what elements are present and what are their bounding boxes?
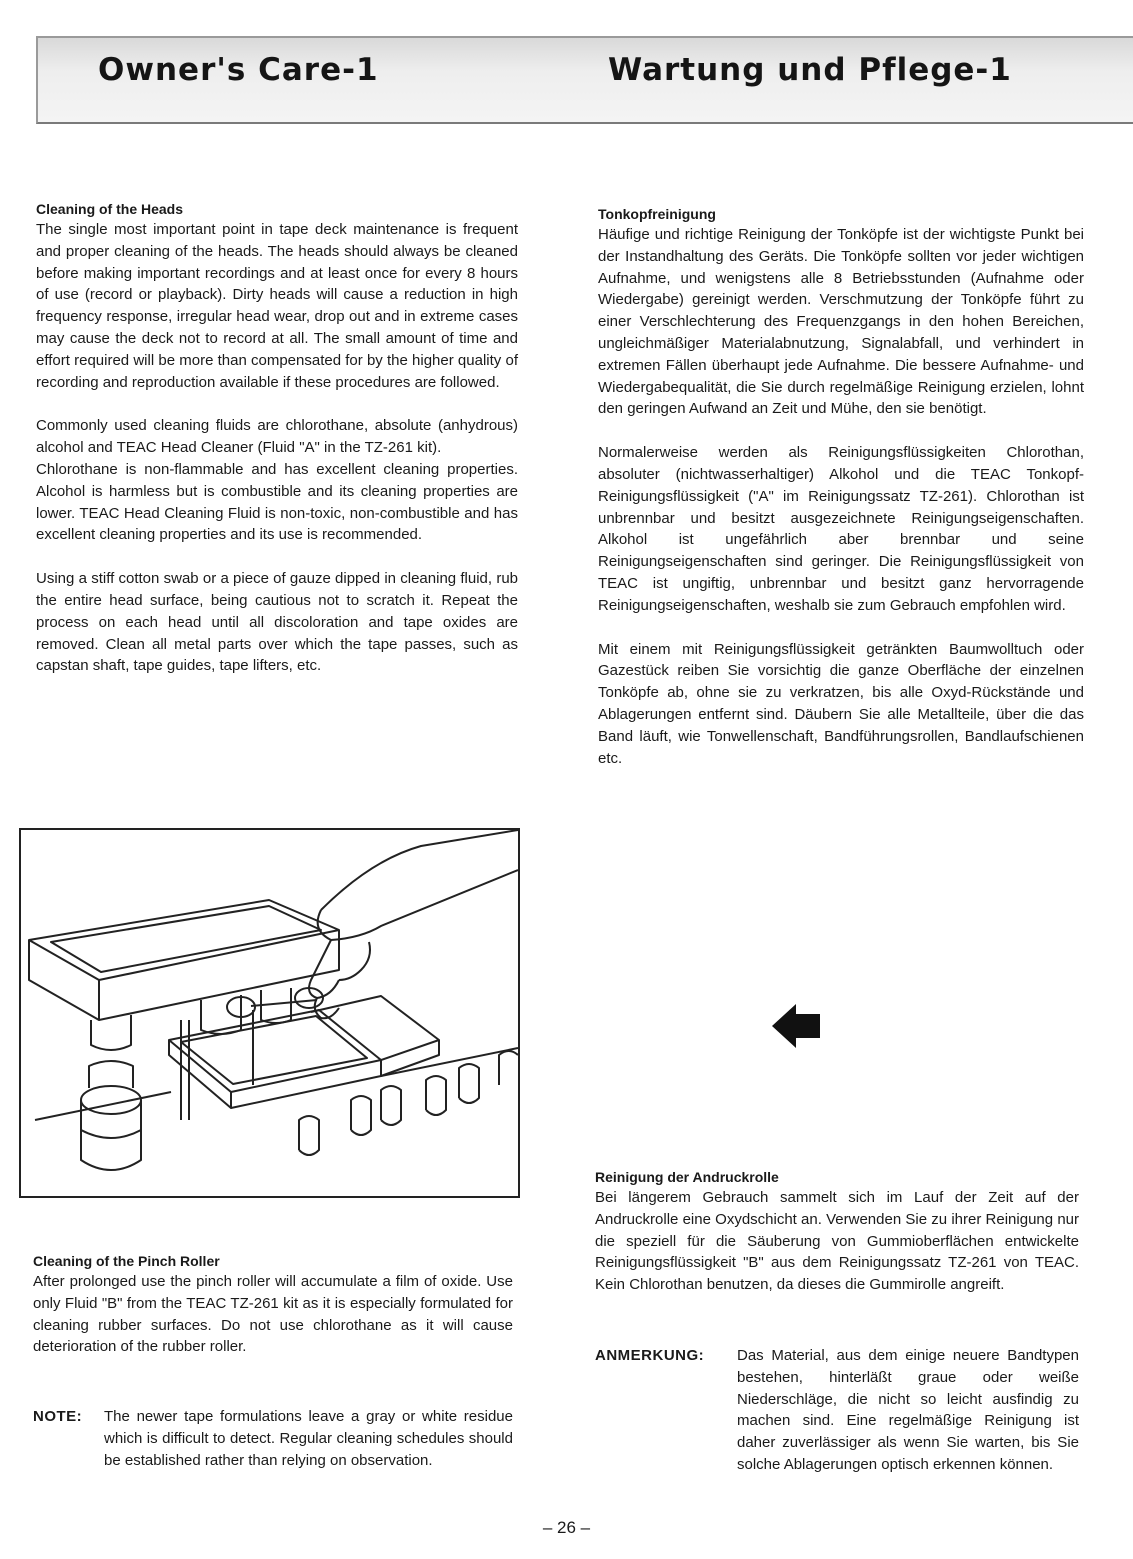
paragraph: The single most important point in tape deck maintenance is frequent and proper cleaning of the heads. The heads should always be cleaned before making important recordings and at least once for every 8 hours of use (record or playback). Dirty heads will cause a reduction in high frequency response, irregular head wear, drop out and in extreme cases may cause the deck not to record at all. The small amount of time and effort required will be more than compensated for by the higher quality of recording and reproduction available if these procedures are followed. xyxy=(36,221,518,391)
paragraph: Mit einem mit Reinigungsflüssigkeit getränkten Baumwolltuch oder Gazestück reiben Sie vorsichtig die ganze Oberfläche der einzelnen Tonköpfe ab, ohne sie zu verkratzen, bis alle Oxyd-Rückstände und Ablagerungen entfernt sind. Däubern Sie alle Metallteile, über die das Band läuft, wie Tonwellenschaft, Bandführungsrollen, Bandlaufschienen etc. xyxy=(598,640,1084,767)
german-note xyxy=(595,1345,1079,1505)
page-number: – 26 – xyxy=(542,1518,591,1537)
english-head-cleaning-section xyxy=(36,199,518,677)
paragraph: Normalerweise werden als Reinigungsflüssigkeiten Chlorothan, absoluter (nichtwasserhaltiger) Alkohol und die TEAC Tonkopf-Reinigungsflüssigkeit ("A" im Reinigungssatz TZ-261). Chlorothan ist unbrennbar und besitzt ausgezeichnete Reinigungseigenschaften. Alkohol ist ungefährlich aber brennbar und seine Reinigungseigenschaften sind geringer. Die Reinigungsflüssigkeit von TEAC ist ungiftig, unbrennbar und besitzt ganz hervorragende Reinigungseigenschaften, weshalb sie zum Gebrauch empfohlen wird. xyxy=(598,444,1084,614)
german-pinch-roller-section xyxy=(595,1167,1079,1296)
english-note xyxy=(33,1406,513,1496)
left-arrow-icon xyxy=(770,1000,822,1052)
page-title-german: Wartung und Pflege-1 xyxy=(608,52,1012,88)
section-heading: Tonkopfreinigung xyxy=(598,206,716,222)
hand-cleaning-tape-head-illustration xyxy=(19,828,520,1198)
page-title-english: Owner's Care-1 xyxy=(98,52,379,88)
note-label: ANMERKUNG: xyxy=(595,1347,705,1364)
german-head-cleaning-section xyxy=(598,204,1084,769)
section-heading: Cleaning of the Heads xyxy=(36,201,184,217)
paragraph: Häufige und richtige Reinigung der Tonköpfe ist der wichtigste Punkt bei der Instandhaltung des Geräts. Die Tonköpfe sollten vor jeder wichtigen Aufnahme, und wenigstens alle 8 Betriebsstunden (Aufnahme oder Wiedergabe) gereinigt werden. Verschmutzung der Tonköpfe führt zu einer Verschlechterung des Frequenzgangs in den hohen Bereichen, ungleichmäßiger Materialabnutzung, Signalabfall, und verhindert in extremen Fällen überhaupt jede Aufnahme. Die bessere Aufnahme- und Wiedergabequalität, die Sie durch regelmäßige Reinigung erzielen, lohnt den geringen Aufwand an Zeit und Mühe, den sie benötigt. xyxy=(598,226,1084,418)
illustration-drawing xyxy=(21,830,518,1196)
section-heading: Cleaning of the Pinch Roller xyxy=(33,1253,220,1269)
paragraph: Bei längerem Gebrauch sammelt sich im Lauf der Zeit auf der Andruckrolle eine Oxydschicht an. Verwenden Sie zu ihrer Reinigung nur die speziell für die Säuberung von Gummioberflächen entwickelte Reinigungsflüssigkeit "B" aus dem Reinigungssatz TZ-261 von TEAC. Kein Chlorothan benutzen, da dieses die Gummirolle angreift. xyxy=(595,1189,1079,1294)
note-text: Das Material, aus dem einige neuere Bandtypen bestehen, hinterläßt graue oder weiße Niederschläge, die nicht so leicht ausfindig zu machen sind. Eine regelmäßige Reinigung ist daher zuverlässiger als wenn Sie warten, bis Sie solche Ablagerungen optisch erkennen können. xyxy=(737,1347,1079,1473)
paragraph: Commonly used cleaning fluids are chlorothane, absolute (anhydrous) alcohol and TEAC Head Cleaner (Fluid "A" in the TZ-261 kit). xyxy=(36,417,518,457)
note-text: The newer tape formulations leave a gray or white residue which is difficult to detect. Regular cleaning schedules should be established rather than relying on observation. xyxy=(104,1408,513,1469)
section-heading: Reinigung der Andruckrolle xyxy=(595,1169,779,1185)
paragraph: After prolonged use the pinch roller will accumulate a film of oxide. Use only Fluid "B" from the TEAC TZ-261 kit as it is especially formulated for cleaning rubber surfaces. Do not use chlorothane as it will cause deterioration of the rubber roller. xyxy=(33,1273,513,1356)
english-pinch-roller-section xyxy=(33,1251,513,1358)
note-label: NOTE: xyxy=(33,1408,83,1425)
paragraph: Chlorothane is non-flammable and has excellent cleaning properties. Alcohol is harmless but is combustible and its cleaning properties are lower. TEAC Head Cleaning Fluid is non-toxic, non-combustible and has excellent cleaning properties and its use is recommended. xyxy=(36,460,518,544)
paragraph: Using a stiff cotton swab or a piece of gauze dipped in cleaning fluid, rub the entire head surface, being cautious not to scratch it. Repeat the process on each head until all discoloration and tape oxides are removed. Clean all metal parts over which the tape passes, such as capstan shaft, tape guides, tape lifters, etc. xyxy=(36,570,518,675)
